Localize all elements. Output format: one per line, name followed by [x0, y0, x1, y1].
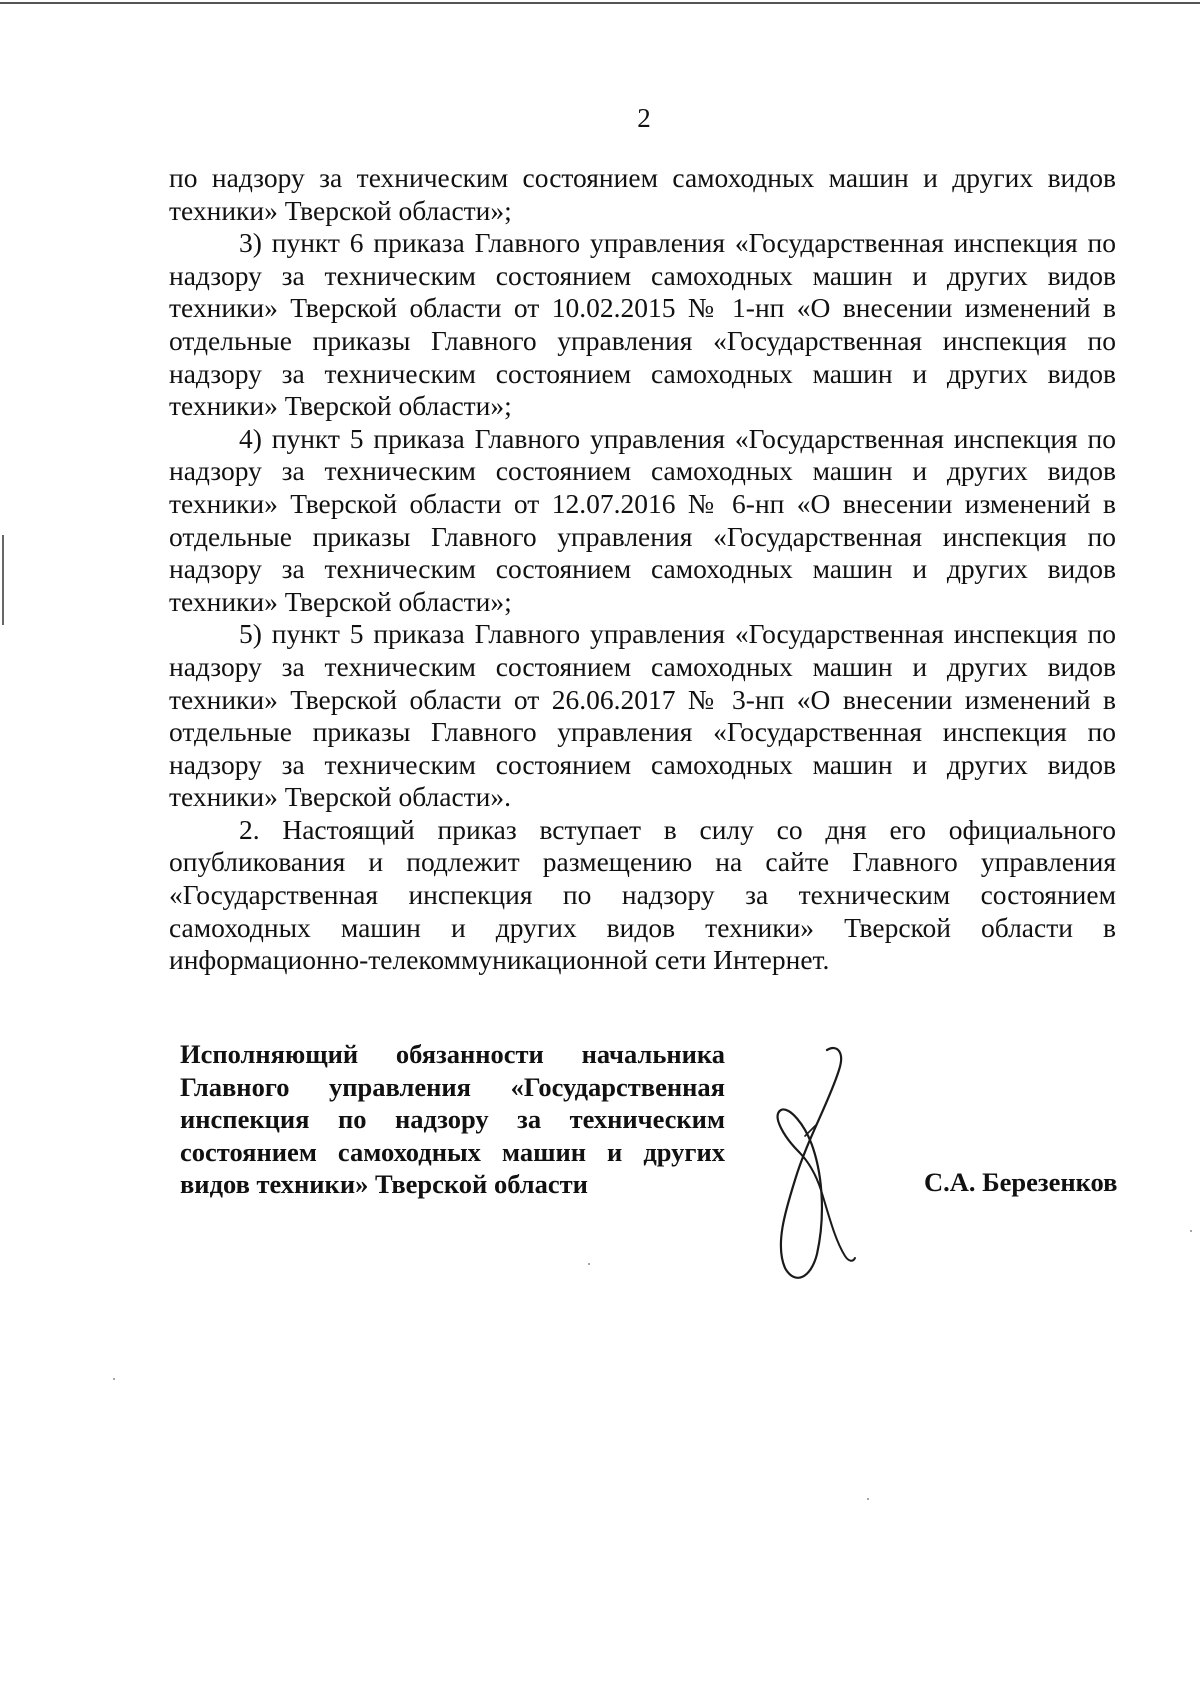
scan-speck — [1190, 1230, 1192, 1232]
scan-speck — [113, 1378, 115, 1380]
paragraph-continuation: по надзору за техническим состоянием самоходных машин и других видов техники» Тверской области»; — [169, 162, 1116, 226]
signatory-position-line: Исполняющий обязанности начальника — [180, 1039, 725, 1069]
paragraph-item-5: 5) пункт 5 приказа Главного управления «Государственная инспекция по надзору за техническим состоянием самоходных машин и других видов техники» Тверской области от 26.06.2017 № 3-нп «О внесении изменений в отдельные приказы Главного управления «Государственная инспекция по надзору за техническим состоянием самоходных машин и других видов техники» Тверской области». — [169, 618, 1116, 813]
paragraph-item-4: 4) пункт 5 приказа Главного управления «Государственная инспекция по надзору за техническим состоянием самоходных машин и других видов техники» Тверской области от 12.07.2016 № 6-нп «О внесении изменений в отдельные приказы Главного управления «Государственная инспекция по надзору за техническим состоянием самоходных машин и других видов техники» Тверской области»; — [169, 422, 1116, 617]
scan-speck — [588, 1263, 590, 1265]
signatory-position — [180, 1038, 725, 1201]
paragraph-item-3: 3) пункт 6 приказа Главного управления «Государственная инспекция по надзору за техническим состоянием самоходных машин и других видов техники» Тверской области от 10.02.2015 № 1-нп «О внесении изменений в отдельные приказы Главного управления «Государственная инспекция по надзору за техническим состоянием самоходных машин и других видов техники» Тверской области»; — [169, 227, 1116, 422]
signatory-position-line: инспекция по надзору за техническим — [180, 1104, 725, 1134]
top-border-line — [0, 2, 1200, 4]
document-body — [169, 162, 1116, 977]
page-number: 2 — [637, 103, 651, 133]
signatory-position-line: видов техники» Тверской области — [180, 1169, 588, 1199]
signatory-position-line: состоянием самоходных машин и других — [180, 1136, 725, 1167]
signatory-position-line: Главного управления «Государственная — [180, 1071, 725, 1102]
signer-name: С.А. Березенков — [924, 1167, 1118, 1197]
paragraph-point-2: 2. Настоящий приказ вступает в силу со дня его официального опубликования и подлежит размещению на сайте Главного управления «Государственная инспекция по надзору за техническим состоянием самоходных машин и других видов техники» Тверской области в информационно-телекоммуникационной сети Интернет. — [169, 813, 1116, 976]
handwritten-signature — [745, 1040, 870, 1290]
scan-speck — [867, 1498, 869, 1500]
left-margin-mark — [2, 535, 4, 625]
